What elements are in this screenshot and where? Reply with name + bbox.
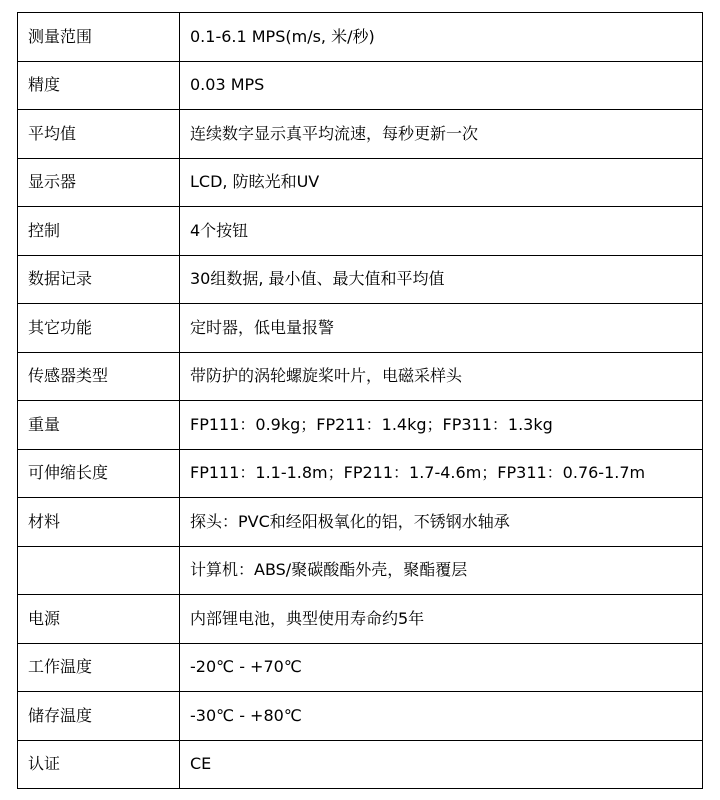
table-row xyxy=(18,740,703,789)
table-row xyxy=(18,352,703,401)
table-row xyxy=(18,110,703,159)
row-label-materials: 材料 xyxy=(18,498,180,547)
table-row xyxy=(18,546,703,595)
row-label-power: 电源 xyxy=(18,595,180,644)
table-row xyxy=(18,498,703,547)
spec-table xyxy=(17,12,703,789)
row-value-accuracy: 0.03 MPS xyxy=(180,61,703,110)
row-value-other-features: 定时器，低电量报警 xyxy=(180,304,703,353)
row-label-empty xyxy=(18,546,180,595)
row-label-operating-temperature: 工作温度 xyxy=(18,643,180,692)
row-value-sensor-type: 带防护的涡轮螺旋桨叶片，电磁采样头 xyxy=(180,352,703,401)
table-row xyxy=(18,158,703,207)
row-label-accuracy: 精度 xyxy=(18,61,180,110)
row-label-storage-temperature: 储存温度 xyxy=(18,692,180,741)
row-value-certification: CE xyxy=(180,740,703,789)
row-value-materials-probe: 探头：PVC和经阳极氧化的铝，不锈钢水轴承 xyxy=(180,498,703,547)
row-value-measuring-range: 0.1-6.1 MPS(m/s, 米/秒) xyxy=(180,13,703,62)
row-label-average: 平均值 xyxy=(18,110,180,159)
row-label-data-logging: 数据记录 xyxy=(18,255,180,304)
row-label-certification: 认证 xyxy=(18,740,180,789)
row-label-telescoping-length: 可伸缩长度 xyxy=(18,449,180,498)
row-value-telescoping-length: FP111：1.1-1.8m；FP211：1.7-4.6m；FP311：0.76-1.7m xyxy=(180,449,703,498)
table-row xyxy=(18,255,703,304)
row-value-average: 连续数字显示真平均流速，每秒更新一次 xyxy=(180,110,703,159)
row-value-operating-temperature: -20℃ - +70℃ xyxy=(180,643,703,692)
row-value-weight: FP111：0.9kg；FP211：1.4kg；FP311：1.3kg xyxy=(180,401,703,450)
row-label-display: 显示器 xyxy=(18,158,180,207)
row-label-sensor-type: 传感器类型 xyxy=(18,352,180,401)
row-value-data-logging: 30组数据, 最小值、最大值和平均值 xyxy=(180,255,703,304)
table-row xyxy=(18,595,703,644)
table-row xyxy=(18,692,703,741)
row-value-display: LCD, 防眩光和UV xyxy=(180,158,703,207)
table-row xyxy=(18,207,703,256)
table-row xyxy=(18,643,703,692)
row-value-storage-temperature: -30℃ - +80℃ xyxy=(180,692,703,741)
row-label-weight: 重量 xyxy=(18,401,180,450)
row-label-measuring-range: 测量范围 xyxy=(18,13,180,62)
row-value-controls: 4个按钮 xyxy=(180,207,703,256)
table-row xyxy=(18,13,703,62)
row-label-controls: 控制 xyxy=(18,207,180,256)
table-row xyxy=(18,449,703,498)
row-value-materials-computer: 计算机：ABS/聚碳酸酯外壳，聚酯覆层 xyxy=(180,546,703,595)
row-value-power: 内部锂电池，典型使用寿命约5年 xyxy=(180,595,703,644)
table-row xyxy=(18,61,703,110)
table-row xyxy=(18,304,703,353)
table-row xyxy=(18,401,703,450)
row-label-other-features: 其它功能 xyxy=(18,304,180,353)
